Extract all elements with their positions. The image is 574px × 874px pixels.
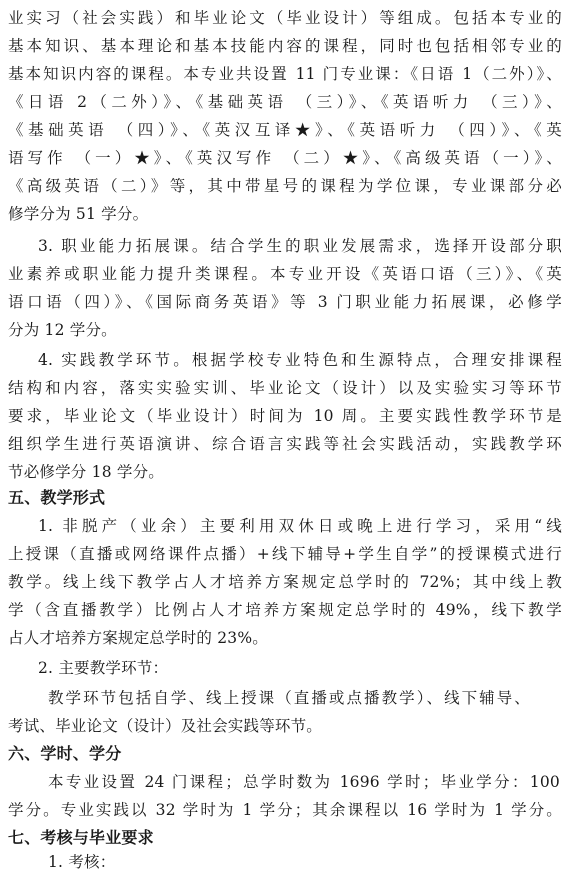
text-line: 分为 12 学分。 xyxy=(8,321,117,339)
paragraph-start-line: 3. 职业能力拓展课。结合学生的职业发展需求，选择开设部分职 xyxy=(38,237,562,255)
text-line: 基本知识内容的课程。本专业共设置 11 门专业课：《日语 1（二外）》、 xyxy=(8,65,562,83)
text-line: 《高级英语（二）》等，其中带星号的课程为学位课，专业课部分必 xyxy=(8,177,562,195)
text-line: 上授课（直播或网络课件点播）+线下辅导+学生自学”的授课模式进行 xyxy=(8,545,562,563)
section-heading-5: 五、教学形式 xyxy=(8,488,106,507)
text-line: 《基础英语 （四）》、《英汉互译★》、《英语听力 （四）》、《英 xyxy=(8,121,562,139)
section-heading-7: 七、考核与毕业要求 xyxy=(8,828,154,847)
text-line: 结构和内容，落实实验实训、毕业论文（设计）以及实验实习等环节 xyxy=(8,379,562,397)
section-heading-6: 六、学时、学分 xyxy=(8,744,122,763)
text-line: 《日语 2（二外）》、《基础英语 （三）》、《英语听力 （三）》、 xyxy=(8,93,562,111)
text-line: 占人才培养方案规定总学时的 23%。 xyxy=(8,629,268,647)
paragraph-start-line: 4. 实践教学环节。根据学校专业特色和生源特点，合理安排课程 xyxy=(38,351,562,369)
paragraph-start-line: 本专业设置 24 门课程；总学时数为 1696 学时；毕业学分：100 xyxy=(48,773,560,791)
text-line: 考试、毕业论文（设计）及社会实践等环节。 xyxy=(8,717,323,735)
paragraph-start-line: 1. 非脱产（业余）主要利用双休日或晚上进行学习，采用“线 xyxy=(38,517,562,535)
paragraph-start-line: 1. 考核： xyxy=(48,853,116,871)
text-line: 学分。专业实践以 32 学时为 1 学分；其余课程以 16 学时为 1 学分。 xyxy=(8,801,562,819)
text-line: 业素养或职业能力提升类课程。本专业开设《英语口语（三）》、《英 xyxy=(8,265,562,283)
paragraph-start-line: 2. 主要教学环节： xyxy=(38,659,169,677)
text-line: 语写作 （一）★》、《英汉写作 （二）★》、《高级英语（一）》、 xyxy=(8,149,562,167)
text-line: 修学分为 51 学分。 xyxy=(8,205,149,223)
text-line: 语口语（四）》、《国际商务英语》等 3 门职业能力拓展课，必修学 xyxy=(8,293,562,311)
text-line: 学（含直播教学）比例占人才培养方案规定总学时的 49%，线下教学 xyxy=(8,601,562,619)
text-line: 教学。线上线下教学占人才培养方案规定总学时的 72%；其中线上教 xyxy=(8,573,562,591)
text-line: 要求，毕业论文（毕业设计）时间为 10 周。主要实践性教学环节是 xyxy=(8,407,562,425)
text-line: 组织学生进行英语演讲、综合语言实践等社会实践活动，实践教学环 xyxy=(8,435,562,453)
text-line: 基本知识、基本理论和基本技能内容的课程，同时也包括相邻专业的 xyxy=(8,37,562,55)
text-line: 节必修学分 18 学分。 xyxy=(8,463,164,481)
text-line: 业实习（社会实践）和毕业论文（毕业设计）等组成。包括本专业的 xyxy=(8,9,562,27)
paragraph-start-line: 教学环节包括自学、线上授课（直播或点播教学）、线下辅导、 xyxy=(48,689,530,707)
